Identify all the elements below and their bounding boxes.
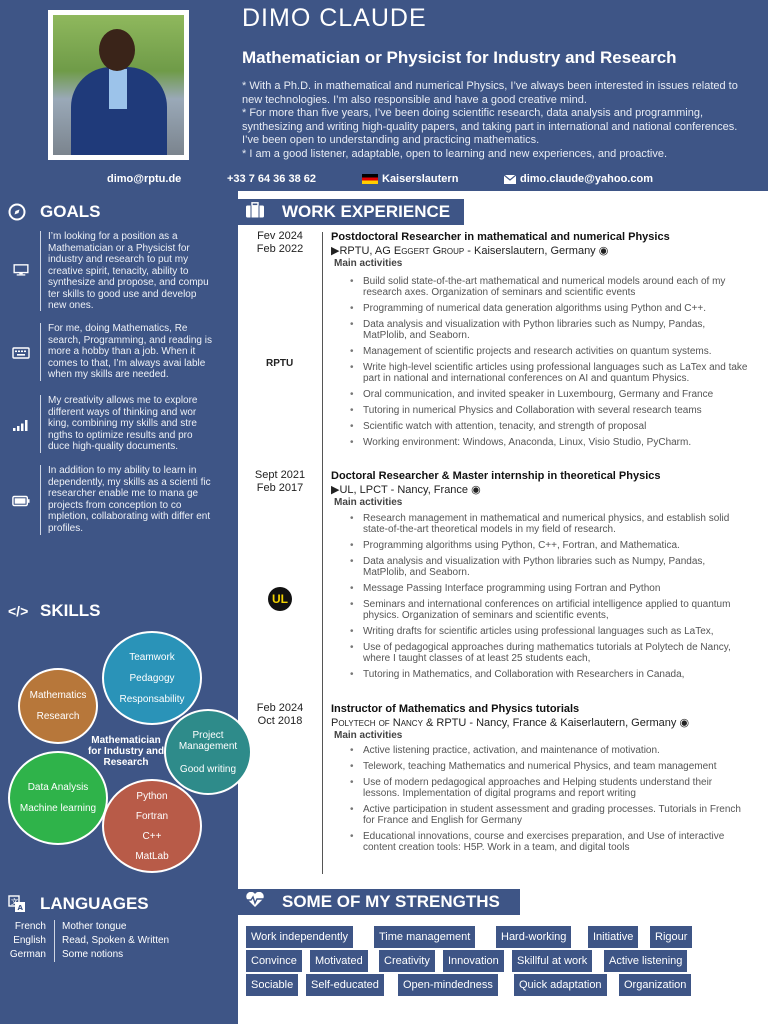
skill-bubble-programming: Python Fortran C++ MatLab [102, 779, 202, 873]
strength-tag: Rigour [650, 926, 692, 948]
strength-tag: Innovation [443, 950, 504, 972]
skills-center-label: Mathematician for Industry and Research [87, 735, 165, 768]
strength-tag: Convince [246, 950, 302, 972]
strength-tag: Quick adaptation [514, 974, 607, 996]
list-item: • Writing drafts for scientific articles using professional languages such as LaTex, [350, 626, 750, 637]
person-name: DIMO CLAUDE [242, 4, 427, 32]
list-item: • Programming algorithms using Python, C++, Fortran, and Mathematica. [350, 540, 750, 551]
job-title: Doctoral Researcher & Master internship in theoretical Physics [331, 470, 661, 482]
list-item: • Active listening practice, activation, and maintenance of motivation. [350, 745, 750, 756]
list-item: • Tutoring in numerical Physics and Collaboration with several research teams [350, 405, 750, 416]
cursor-icon: ▶︎ [331, 484, 340, 496]
strength-tag: Sociable [246, 974, 298, 996]
goal-item: My creativity allows me to explore different ways of thinking and wor king, combining my skills and stre ngths to optimize results and pro duce high-quality documents. [0, 395, 238, 453]
envelope-icon [504, 175, 516, 184]
ul-logo: UL [268, 587, 292, 611]
strength-tag: Active listening [604, 950, 687, 972]
job-title: Instructor of Mathematics and Physics tutorials [331, 703, 580, 715]
header [0, 0, 768, 191]
list-item: • Educational innovations, course and exercises preparation, and Use of interactive content creation tools: H5P. Work in a team, and digital tools [350, 831, 750, 853]
svg-text:文: 文 [11, 898, 18, 906]
languages-heading: 文 A LANGUAGES [8, 894, 149, 914]
list-item: • Research management in mathematical and numerical physics, and establish solid state-of-the-art theoretical models in my field of research. [350, 513, 750, 535]
skill-bubble-management: Project Management Good writing [164, 709, 252, 795]
job-title: Postdoctoral Researcher in mathematical and numerical Physics [331, 231, 670, 243]
code-icon: </> [8, 603, 29, 619]
list-item: • Write high-level scientific articles using professional languages such as LaTex and take part in national and international conferences on AI and quantum Physics. [350, 362, 750, 384]
list-item: • Use of pedagogical approaches during mathematics tutorials at Polytech de Nancy, where I taught classes of at least 25 students each, [350, 642, 750, 664]
summary [242, 80, 742, 161]
list-item: • Build solid state-of-the-art mathematical and numerical models around each of my research axes. Organization of seminars and scientific events [350, 276, 750, 298]
summary-line: * I am a good listener, adaptable, open to learning and new experiences, and proactive. [242, 147, 668, 160]
main-activities-label: Main activities [334, 730, 403, 741]
list-item: • Active participation in student assessment and grading processes. Tutorials in French for France and English for Germany [350, 804, 750, 826]
list-item: • Programming of numerical data generation algorithms using Python and C++. [350, 303, 750, 314]
skills-heading: </> SKILLS [8, 601, 101, 620]
goal-item: I’m looking for a position as a Mathematician or a Physicist for industry and research to put my creative spirit, tenacity, ability to synthesize and propose, and compu ter skills to good use and develop new ones. [0, 231, 238, 311]
contact-email-personal[interactable]: dimo.claude@yahoo.com [504, 173, 653, 185]
strength-tag: Motivated [310, 950, 368, 972]
job-organization: ▶︎RPTU, AG Eggert Group - Kaiserslautern, Germany ◉ [331, 245, 609, 257]
list-item: • Message Passing Interface programming using Fortran and Python [350, 583, 750, 594]
goal-item: In addition to my ability to learn in dependently, my skills as a scienti fic researcher enable me to mana ge projects from conception to co mpletion, collaborating with differ ent profiles. [0, 465, 238, 535]
job-headline: Mathematician or Physicist for Industry and Research [242, 48, 677, 67]
main-activities-label: Main activities [334, 497, 403, 508]
strength-tag: Work independently [246, 926, 353, 948]
job-organization: ▶︎UL, LPCT - Nancy, France ◉ [331, 484, 481, 496]
activity-list [350, 276, 750, 453]
list-item: • Working environment: Windows, Anaconda, Linux, Visio Studio, PyCharm. [350, 437, 750, 448]
sidebar: GOALS I’m looking for a position as a Mathematician or a Physicist for industry and research to put my creative spirit, tenacity, ability to synthesize and propose, and compu ter skills to good use and develop new ones. For me, doing Mathematics, Re search, Programming, and reading is more a hobby than a job. When it comes to that, I’m always avai lable when my skills are needed. My creativity allows me to explore different ways of thinking and wor king, combining my skills and stre ngths to optimize results and pro duce high-quality documents. In addition to my ability to learn in dependently, my skills as a scienti fic researcher enable me to mana ge projects from conception to co mpletion, collaborating with differ ent profiles. </> SKILLS Teamwork Pedagogy Responsability Mathematics Research Project Management Good writing Data Analysis Machine learning Python Fortran C++ MatLab Mathematician for Industry and Research 文 A LANGUAGES French Mother tongue English Read, Spoken & Written German Some notions [0, 191, 238, 1024]
cursor-icon: ▶︎ [331, 245, 340, 257]
strengths-heading: SOME OF MY STRENGTHS [238, 889, 520, 915]
skill-bubble-math: Mathematics Research [18, 668, 98, 744]
contact-location: Kaiserslautern [362, 173, 458, 185]
list-item: • Telework, teaching Mathematics and numerical Physics, and team management [350, 761, 750, 772]
list-item: • Scientific watch with attention, tenacity, and strength of proposal [350, 421, 750, 432]
map-pin-icon: ◉ [471, 484, 481, 496]
work-experience-heading: WORK EXPERIENCE [238, 199, 464, 225]
job-dates: Sept 2021 Feb 2017 [254, 469, 306, 494]
list-item: • Use of modern pedagogical approaches and Helping students understand their lessons. Implementation of digital programs and report writing [350, 777, 750, 799]
list-item: • Tutoring in Mathematics, and Collaboration with Researchers in Canada, [350, 669, 750, 680]
monitor-icon [12, 264, 30, 276]
activity-list [350, 513, 750, 685]
job-dates: Fev 2024 Feb 2022 [256, 230, 304, 255]
summary-line: * With a Ph.D. in mathematical and numerical Physics, I’ve always been interested in issues related to new technologies. I’m also responsible and have a good creative mind. [242, 80, 738, 106]
contact-bar [0, 173, 768, 189]
briefcase-icon [238, 202, 272, 223]
svg-text:A: A [17, 904, 23, 912]
battery-icon [12, 495, 30, 507]
contact-email-work[interactable]: dimo@rptu.de [107, 173, 182, 185]
main-activities-label: Main activities [334, 258, 403, 269]
signal-icon [12, 419, 30, 431]
strength-tag: Hard-working [496, 926, 571, 948]
translate-icon [8, 895, 26, 913]
rptu-logo: RPTU [266, 358, 294, 369]
strength-tag: Time management [374, 926, 475, 948]
list-item: • Data analysis and visualization with Python libraries such as Numpy, Pandas, MatPlolib, and Seaborn. [350, 556, 750, 578]
strength-tag: Self-educated [306, 974, 384, 996]
compass-icon [8, 203, 26, 221]
skill-bubble-data: Data Analysis Machine learning [8, 751, 108, 845]
keyboard-icon [12, 347, 30, 359]
timeline-line [322, 232, 323, 874]
list-item: • Management of scientific projects and research activities on quantum systems. [350, 346, 750, 357]
map-pin-icon: ◉ [679, 717, 690, 729]
goal-item: For me, doing Mathematics, Re search, Programming, and reading is more a hobby than a job. When it comes to that, I’m always avai lable when my skills are needed. [0, 323, 238, 381]
list-item: • Seminars and international conferences on artificial intelligence applied to quantum physics. Organization of seminars and scientific events, [350, 599, 750, 621]
list-item: • Data analysis and visualization with Python libraries such as Numpy, Pandas, MatPlolib, and Seaborn. [350, 319, 750, 341]
goals-heading: GOALS [8, 202, 100, 222]
strength-tag: Organization [619, 974, 691, 996]
activity-list [350, 745, 750, 858]
strength-tag: Initiative [588, 926, 638, 948]
map-pin-icon: ◉ [598, 245, 609, 257]
summary-line: * For more than five years, I’ve been doing scientific research, data analysis and programming, synthesizing and writing high-quality papers, and taking part in international and national conferences. I’ve been open to understanding and practicing mathematics. [242, 107, 738, 146]
profile-photo [48, 10, 189, 160]
contact-phone[interactable]: +33 7 64 36 38 62 [227, 173, 316, 185]
heartbeat-icon [238, 892, 272, 913]
strength-tag: Creativity [379, 950, 435, 972]
skill-bubble-soft: Teamwork Pedagogy Responsability [102, 631, 202, 725]
strength-tag: Open-mindedness [398, 974, 498, 996]
german-flag-icon [362, 174, 378, 184]
strength-tag: Skillful at work [512, 950, 592, 972]
list-item: • Oral communication, and invited speaker in Luxembourg, Germany and France [350, 389, 750, 400]
job-dates: Feb 2024 Oct 2018 [256, 702, 304, 727]
job-organization: Polytech of Nancy & RPTU - Nancy, France & Kaiserlautern, Germany ◉ [331, 717, 690, 729]
